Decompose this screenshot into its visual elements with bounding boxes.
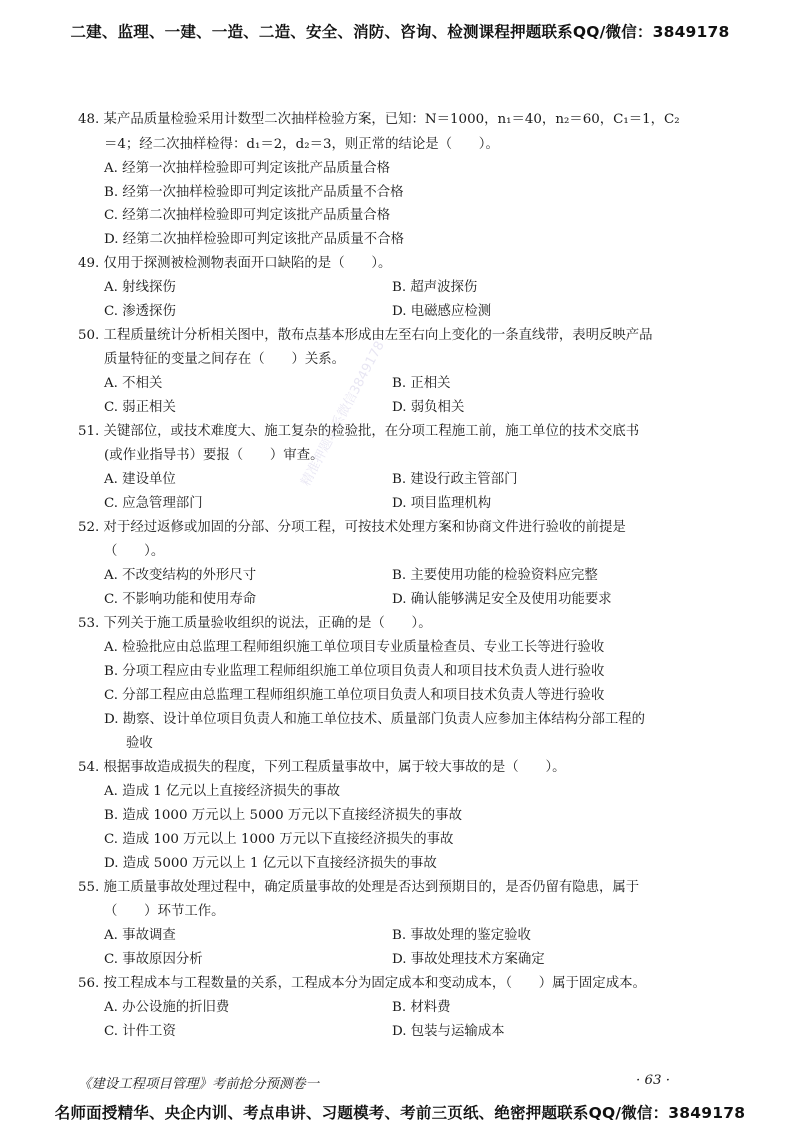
q54-option-d: D. 造成 5000 万元以上 1 亿元以下直接经济损失的事故 (104, 856, 437, 871)
q51-option-d: D. 项目监理机构 (392, 496, 492, 511)
q53-option-c: C. 分部工程应由总监理工程师组织施工单位项目负责人和项目技术负责人等进行验收 (104, 688, 605, 703)
q52-option-c: C. 不影响功能和使用寿命 (104, 592, 257, 607)
q55-stem-line1: 55. 施工质量事故处理过程中，确定质量事故的处理是否达到预期目的，是否仍留有隐患，属于 (78, 880, 640, 895)
q50-stem-line2: 质量特征的变量之间存在（ ）关系。 (104, 352, 346, 367)
q55-option-a: A. 事故调查 (104, 928, 176, 943)
q54-option-b: B. 造成 1000 万元以上 5000 万元以下直接经济损失的事故 (104, 808, 462, 823)
q51-stem-line1: 51. 关键部位，或技术难度大、施工复杂的检验批，在分项工程施工前，施工单位的技术交底书 (78, 424, 640, 439)
q48-stem-line2: ＝4；经二次抽样检得：d₁＝2，d₂＝3，则正常的结论是（ ）。 (104, 137, 499, 152)
q51-stem-line2: (或作业指导书）要报（ ）审查。 (104, 448, 324, 463)
q51-option-b: B. 建设行政主管部门 (392, 472, 518, 487)
q52-stem-line1: 52. 对于经过返修或加固的分部、分项工程，可按技术处理方案和协商文件进行验收的前提是 (78, 520, 626, 535)
q53-stem: 53. 下列关于施工质量验收组织的说法，正确的是（ ）。 (78, 616, 432, 631)
q56-stem: 56. 按工程成本与工程数量的关系，工程成本分为固定成本和变动成本，（ ）属于固定成本。 (78, 976, 646, 991)
q52-option-b: B. 主要使用功能的检验资料应完整 (392, 568, 598, 583)
q48-option-b: B. 经第一次抽样检验即可判定该批产品质量不合格 (104, 185, 404, 200)
q50-stem-line1: 50. 工程质量统计分析相关图中，散布点基本形成由左至右向上变化的一条直线带，表明反映产品 (78, 328, 653, 343)
q51-option-a: A. 建设单位 (104, 472, 176, 487)
q56-option-a: A. 办公设施的折旧费 (104, 1000, 230, 1015)
q54-option-c: C. 造成 100 万元以上 1000 万元以下直接经济损失的事故 (104, 832, 454, 847)
q50-option-b: B. 正相关 (392, 376, 451, 391)
q48-option-d: D. 经第二次抽样检验即可判定该批产品质量不合格 (104, 232, 404, 247)
q52-option-d: D. 确认能够满足安全及使用功能要求 (392, 592, 612, 607)
q48-option-a: A. 经第一次抽样检验即可判定该批产品质量合格 (104, 161, 390, 176)
q50-option-a: A. 不相关 (104, 376, 163, 391)
q50-option-c: C. 弱正相关 (104, 400, 176, 415)
q55-stem-line2: （ ）环节工作。 (104, 904, 225, 919)
q55-option-b: B. 事故处理的鉴定验收 (392, 928, 531, 943)
book-title-footer: 《建设工程项目管理》考前抢分预测卷一 (78, 1077, 320, 1092)
q50-option-d: D. 弱负相关 (392, 400, 465, 415)
q55-option-d: D. 事故处理技术方案确定 (392, 952, 545, 967)
q53-option-d-line1: D. 勘察、设计单位项目负责人和施工单位技术、质量部门负责人应参加主体结构分部工程的 (104, 712, 646, 727)
q49-option-c: C. 渗透探伤 (104, 304, 176, 319)
q48-option-c: C. 经第二次抽样检验即可判定该批产品质量合格 (104, 208, 391, 223)
q56-option-b: B. 材料费 (392, 1000, 451, 1015)
watermark: 精准押题联系微信3849178 (298, 338, 388, 489)
q53-option-b: B. 分项工程应由专业监理工程师组织施工单位项目负责人和项目技术负责人进行验收 (104, 664, 605, 679)
q53-option-a: A. 检验批应由总监理工程师组织施工单位项目专业质量检查员、专业工长等进行验收 (104, 640, 605, 655)
q49-option-a: A. 射线探伤 (104, 280, 176, 295)
top-promo-banner: 二建、监理、一建、一造、二造、安全、消防、咨询、检测课程押题联系QQ/微信：3849178 (70, 23, 730, 41)
q49-option-b: B. 超声波探伤 (392, 280, 478, 295)
q51-option-c: C. 应急管理部门 (104, 496, 203, 511)
q55-option-c: C. 事故原因分析 (104, 952, 203, 967)
q54-option-a: A. 造成 1 亿元以上直接经济损失的事故 (104, 784, 341, 799)
page-number: · 63 · (636, 1073, 671, 1088)
q54-stem: 54. 根据事故造成损失的程度，下列工程质量事故中，属于较大事故的是（ ）。 (78, 760, 566, 775)
q48-stem-line1: 48. 某产品质量检验采用计数型二次抽样检验方案，已知：N＝1000，n₁＝40，n₂＝60，C₁＝1，C₂ (78, 112, 680, 127)
q52-option-a: A. 不改变结构的外形尺寸 (104, 568, 257, 583)
q56-option-c: C. 计件工资 (104, 1024, 176, 1039)
q49-stem: 49. 仅用于探测被检测物表面开口缺陷的是（ ）。 (78, 256, 392, 271)
q56-option-d: D. 包装与运输成本 (392, 1024, 505, 1039)
q52-stem-line2: （ ）。 (104, 544, 165, 559)
q49-option-d: D. 电磁感应检测 (392, 304, 492, 319)
bottom-promo-banner: 名师面授精华、央企内训、考点串讲、习题模考、考前三页纸、绝密押题联系QQ/微信：3849178 (54, 1104, 746, 1122)
q53-option-d-line2: 验收 (126, 736, 153, 751)
